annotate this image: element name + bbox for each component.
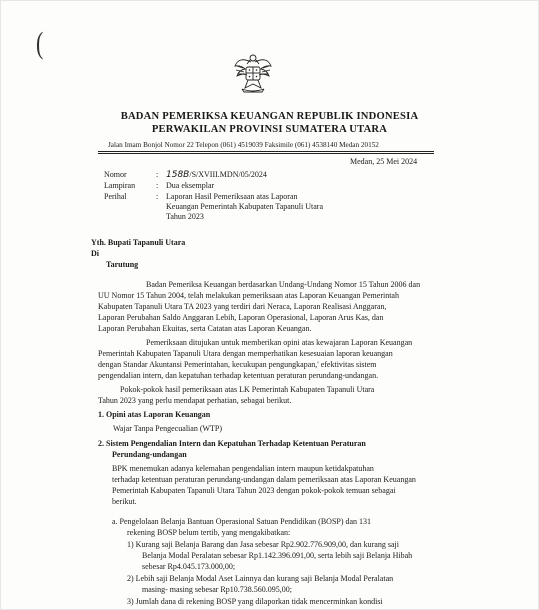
paragraph-line: pengendalian intern, dan kepatuhan terhadap ketentuan peraturan perundang-undangan. [98,371,379,380]
letterhead-rule [98,151,434,152]
finding-sub-line: 3) Jumlah dana di rekening BOSP yang dilaporkan tidak mencerminkan kondisi [127,597,383,606]
recipient-city: Tarutung [106,260,139,269]
section-2-line: BPK menemukan adanya kelemahan pengendalian intern maupun ketidakpatuhan [112,464,374,473]
lampiran-value: Dua eksemplar [166,181,215,190]
finding-sub-line: 2) Lebih saji Belanja Modal Aset Lainnya dan kurang saji Belanja Modal Peralatan [127,574,394,583]
finding-a-line: rekening BOSP belum tertib, yang mengakibatkan: [127,528,291,537]
finding-sub-line: Belanja Modal Peralatan sebesar Rp1.142.396.091,00, serta lebih saji Belanja Hibah [142,551,413,560]
paragraph-line: Pokok-pokok hasil pemeriksaan atas LK Pemerintah Kabupaten Tapanuli Utara [120,385,375,394]
section-2-heading-cont: Perundang-undangan [112,450,187,459]
letterhead-institution: BADAN PEMERIKSA KEUANGAN REPUBLIK INDONESIA [120,111,419,122]
nomor-label: Nomor [104,170,127,179]
section-1-opinion: Wajar Tanpa Pengecualian (WTP) [113,424,223,433]
section-1-heading: 1. Opini atas Laporan Keuangan [98,410,211,419]
paragraph-line: UU Nomor 15 Tahun 2004, telah melakukan pemeriksaan atas Laporan Keuangan Pemerintah [98,291,399,300]
section-2-line: Pemerintah Kabupaten Tapanuli Utara Tahun 2023 dengan pokok-pokok temuan sebagai [112,486,396,495]
paragraph-line: Kabupaten Tapanuli Utara TA 2023 yang terdiri dari Neraca, Laporan Realisasi Anggaran, [98,302,387,311]
finding-sub-line: masing- masing sebesar Rp10.738.560.095,00; [142,585,292,594]
nomor-value: /S/XVIII.MDN/05/2024 [189,170,267,179]
paragraph-line: Laporan Perubahan Saldo Anggaran Lebih, Laporan Operasional, Laporan Arus Kas, dan [98,313,384,322]
paragraph-line: Laporan Perubahan Ekuitas, serta Catatan atas Laporan Keuangan. [98,324,312,333]
perihal-line: Laporan Hasil Pemeriksaan atas Laporan [166,192,298,201]
lampiran-label: Lampiran [104,181,136,190]
paragraph-line: dengan Standar Akuntansi Pemerintahan, kecukupan pengungkapan,' efektivitas sistem [98,360,377,369]
margin-pen-mark: ( [36,24,44,60]
paragraph-line: Badan Pemeriksa Keuangan berdasarkan Undang-Undang Nomor 15 Tahun 2006 dan [146,280,421,289]
recipient-di: Di [91,249,99,258]
perihal-line: Keuangan Pemerintah Kabupaten Tapanuli Utara [166,202,324,211]
letterhead-office: PERWAKILAN PROVINSI SUMATERA UTARA [151,124,388,135]
garuda-emblem-icon [233,52,273,96]
section-2-line: berikut. [112,497,137,506]
paragraph-line: Tahun 2023 yang perlu mendapat perhatian, sebagai berikut. [98,396,292,405]
section-2-heading: 2. Sistem Pengendalian Intern dan Kepatuhan Terhadap Ketentuan Peraturan [98,439,366,448]
section-2-line: terhadap ketentuan peraturan perundang-undangan dalam pemeriksaan atas Laporan Keuangan [112,475,416,484]
finding-sub-line: 1) Kurang saji Belanja Barang dan Jasa sebesar Rp2.902.776.909,00, dan kurang saji [127,540,399,549]
paragraph-line: Pemerintah Kabupaten Tapanuli Utara dengan memperhatikan kesesuaian laporan keuangan [98,349,393,358]
finding-a-line: a. Pengelolaan Belanja Bantuan Operasional Satuan Pendidikan (BOSP) dan 131 [112,517,372,526]
perihal-line: Tahun 2023 [166,212,204,221]
letterhead-address: Jalan Imam Bonjol Nomor 22 Telepon (061) 4519039 Faksimile (061) 4538140 Medan 20152 [108,141,379,149]
letter-page: ( BADAN PEMERIKSA KEUANGAN REPUBLIK INDONESIA PERWAKILAN PROVINSI SUMATERA UTARA Jalan Imam Bonjol Nomor 22 Telepon (061) 4519039 Faksimile (061) 4538140 Medan 20152 Medan, 25 Mei 2024 Nomor : 158B/S/XVIII.MDN/05/2024 Lampiran : Dua eksemplar Perihal : Laporan Hasil Pemeriksaan atas Laporan Keuangan Pemerintah Kabupaten Tapanuli Utara Tahun 2023 Yth. Bupati Tapanuli Utara Di Tarutung Badan Pemeriksa Keuangan berdasarkan Undang-Undang Nomor 15 Tahun 2006 dan UU Nomor 15 Tahun 2004, telah melakukan pemeriksaan atas Laporan Keuangan Pemerintah Kabupaten Tapanuli Utara TA 2023 yang terdiri dari Neraca, Laporan Realisasi Anggaran, Laporan Perubahan Saldo Anggaran Lebih, Laporan Operasional, Laporan Arus Kas, dan Laporan Perubahan Ekuitas, serta Catatan atas Laporan Keuangan. Pemeriksaan ditujukan untuk memberikan opini atas kewajaran Laporan Keuangan Pemerintah Kabupaten Tapanuli Utara dengan memperhatikan kesesuaian laporan keuangan dengan Standar Akuntansi Pemerintahan, kecukupan pengungkapan,' efektivitas sistem pengendalian intern, dan kepatuhan terhadap ketentuan peraturan perundang-undangan. Pokok-pokok hasil pemeriksaan atas LK Pemerintah Kabupaten Tapanuli Utara Tahun 2023 yang perlu mendapat perhatian, sebagai berikut. 1. Opini atas Laporan Keuangan Wajar Tanpa Pengecualian (WTP) 2. Sistem Pengendalian Intern dan Kepatuhan Terhadap Ketentuan Peraturan Perundang-undangan BPK menemukan adanya kelemahan pengendalian intern maupun ketidakpatuhan terhadap ketentuan peraturan perundang-undangan dalam pemeriksaan atas Laporan Keuangan Pemerintah Kabupaten Tapanuli Utara Tahun 2023 dengan pokok-pokok temuan sebagai berikut. a. Pengelolaan Belanja Bantuan Operasional Satuan Pendidikan (BOSP) dan 131 rekening BOSP belum tertib, yang mengakibatkan: 1) Kurang saji Belanja Barang dan Jasa sebesar Rp2.902.776.909,00, dan kurang saji Belanja Modal Peralatan sebesar Rp1.142.396.091,00, serta lebih saji Belanja Hibah sebesar Rp4.045.173.000,00; 2) Lebih saji Belanja Modal Aset Lainnya dan kurang saji Belanja Modal Peralatan masing- masing sebesar Rp10.738.560.095,00; 3) Jumlah dana di rekening BOSP yang dilaporkan tidak mencerminkan kondisi [0,0,539,610]
paragraph-line: Pemeriksaan ditujukan untuk memberikan opini atas kewajaran Laporan Keuangan [146,338,413,347]
recipient-name: Yth. Bupati Tapanuli Utara [91,238,186,247]
perihal-label: Perihal [104,192,127,201]
letterhead-rule-secondary [98,153,434,154]
letter-date: Medan, 25 Mei 2024 [350,157,418,166]
nomor-handwritten: 158B [166,170,190,180]
finding-sub-line: sebesar Rp4.045.173.000,00; [142,562,236,571]
